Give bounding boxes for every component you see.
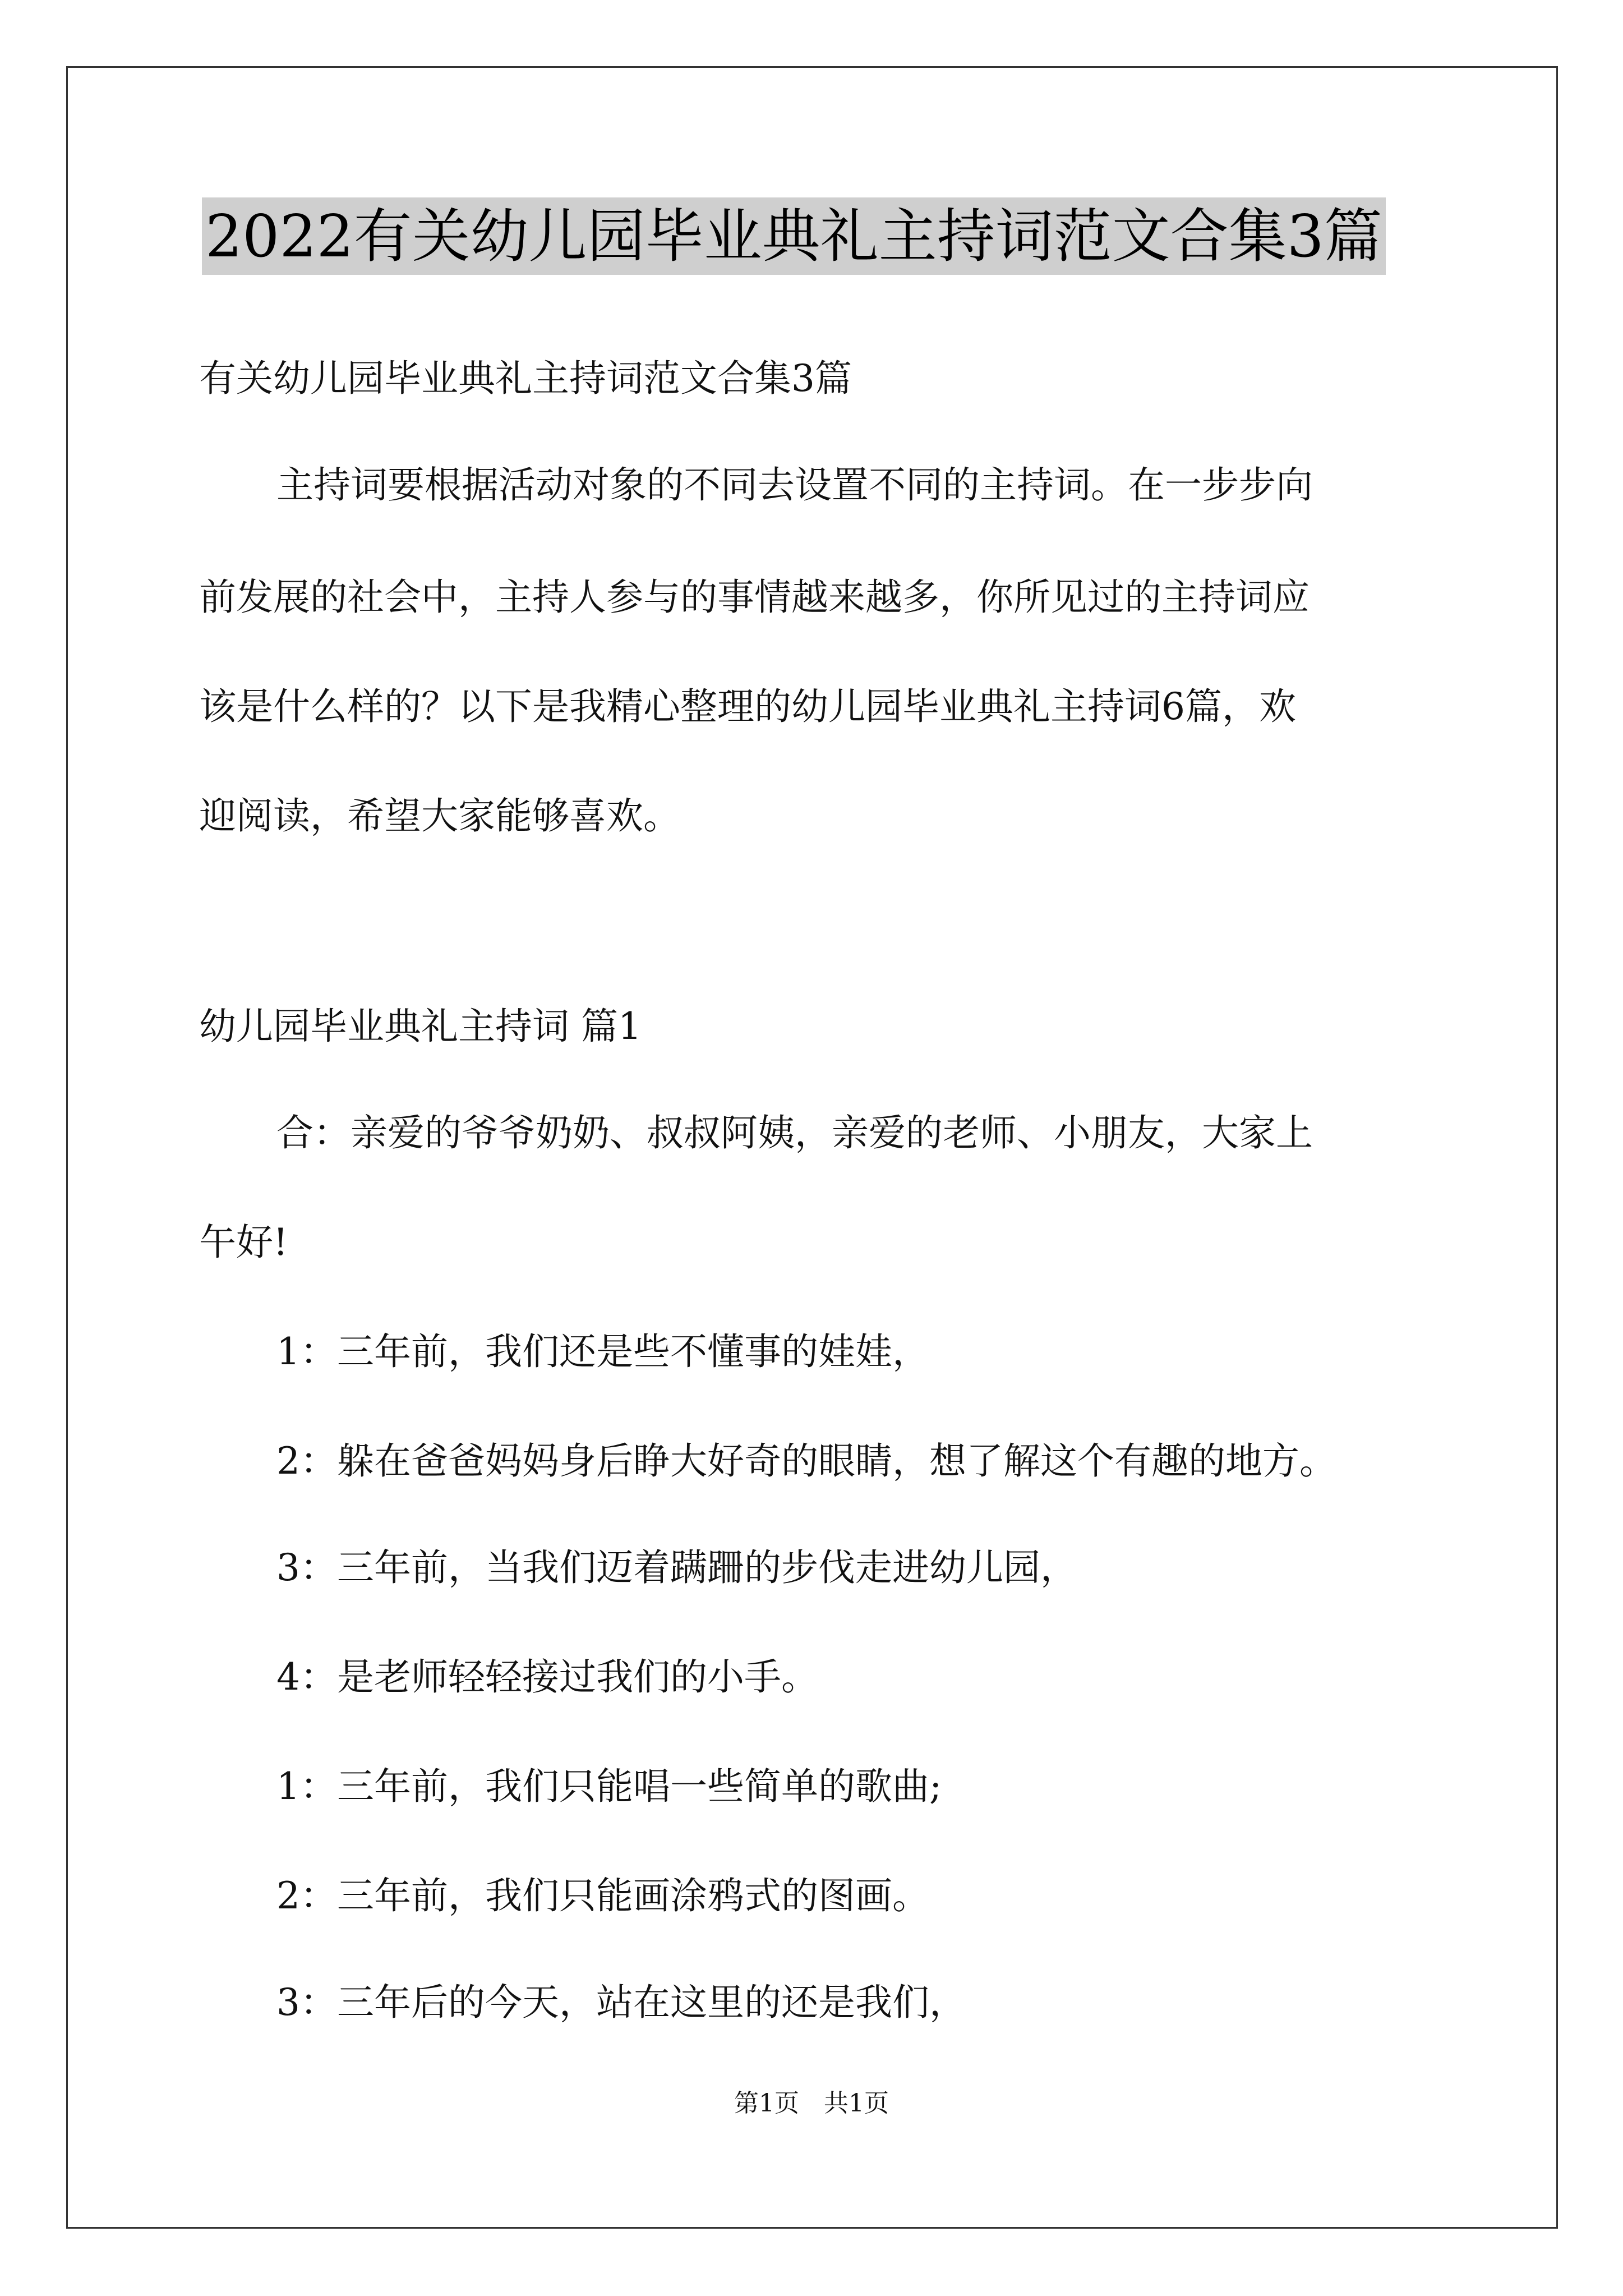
page-footer: 第1页 共1页: [734, 2089, 889, 2118]
section-heading: 幼儿园毕业典礼主持词 篇1: [199, 1005, 642, 1048]
body-paragraph-line: 2：躲在爸爸妈妈身后睁大好奇的眼睛，想了解这个有趣的地方。: [276, 1439, 1336, 1483]
body-paragraph-line: 1：三年前，我们只能唱一些简单的歌曲;: [276, 1765, 942, 1808]
document-subtitle: 有关幼儿园毕业典礼主持词范文合集3篇: [199, 357, 852, 400]
body-paragraph-line: 合：亲爱的爷爷奶奶、叔叔阿姨，亲爱的老师、小朋友，大家上: [276, 1111, 1313, 1154]
body-paragraph-line: 4：是老师轻轻接过我们的小手。: [276, 1655, 818, 1699]
intro-paragraph-line: 前发展的社会中，主持人参与的事情越来越多，你所见过的主持词应: [199, 576, 1310, 619]
body-paragraph-line: 午好!: [199, 1221, 288, 1264]
intro-paragraph-line: 主持词要根据活动对象的不同去设置不同的主持词。在一步步向: [276, 463, 1313, 507]
body-paragraph-line: 1：三年前，我们还是些不懂事的娃娃，: [276, 1330, 929, 1373]
intro-paragraph-line: 迎阅读，希望大家能够喜欢。: [199, 794, 680, 838]
intro-paragraph-line: 该是什么样的？以下是我精心整理的幼儿园毕业典礼主持词6篇，欢: [199, 685, 1296, 728]
body-paragraph-line: 2：三年前，我们只能画涂鸦式的图画。: [276, 1874, 929, 1917]
document-title: 2022有关幼儿园毕业典礼主持词范文合集3篇: [202, 197, 1386, 275]
body-paragraph-line: 3：三年后的今天，站在这里的还是我们，: [276, 1981, 966, 2024]
body-paragraph-line: 3：三年前，当我们迈着蹒跚的步伐走进幼儿园，: [276, 1546, 1077, 1589]
